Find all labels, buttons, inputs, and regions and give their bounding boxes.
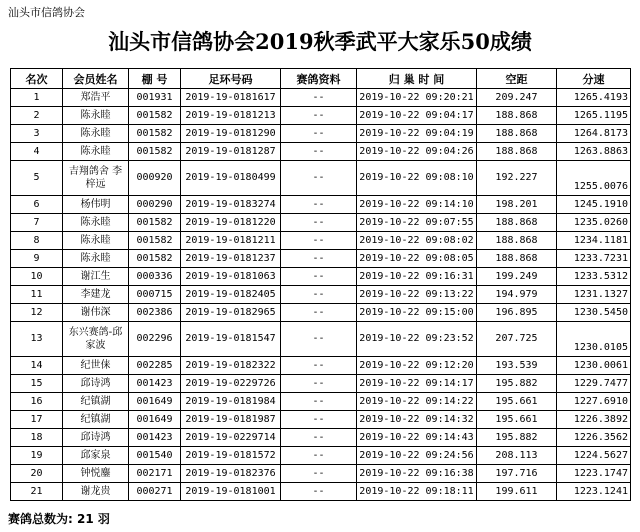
loft-number-cell: 001582 <box>129 214 181 232</box>
speed-cell: 1263.8863 <box>557 143 631 161</box>
member-name-cell: 谢江生 <box>63 268 129 286</box>
ring-number-cell: 2019-19-0181290 <box>181 125 281 143</box>
member-name-cell: 东兴赛鸽-邱家波 <box>63 322 129 357</box>
pigeon-info-cell: -- <box>281 304 357 322</box>
loft-number-cell: 002296 <box>129 322 181 357</box>
table-row <box>11 304 631 322</box>
column-header: 会员姓名 <box>63 69 129 89</box>
member-name-cell: 谢龙贵 <box>63 483 129 501</box>
member-name-cell: 邱诗鸿 <box>63 429 129 447</box>
ring-number-cell: 2019-19-0181987 <box>181 411 281 429</box>
arrival-time-cell: 2019-10-22 09:14:17 <box>357 375 477 393</box>
table-header-row <box>11 69 631 89</box>
ring-number-cell: 2019-19-0181617 <box>181 89 281 107</box>
speed-cell: 1229.7477 <box>557 375 631 393</box>
arrival-time-cell: 2019-10-22 09:23:52 <box>357 322 477 357</box>
member-name-cell: 李建龙 <box>63 286 129 304</box>
member-name-cell: 纪世俫 <box>63 357 129 375</box>
loft-number-cell: 001423 <box>129 429 181 447</box>
member-name-cell: 谢伟深 <box>63 304 129 322</box>
table-row <box>11 89 631 107</box>
rank-cell: 13 <box>11 322 63 357</box>
pigeon-info-cell: -- <box>281 107 357 125</box>
pigeon-info-cell: -- <box>281 322 357 357</box>
loft-number-cell: 000715 <box>129 286 181 304</box>
speed-cell: 1265.4193 <box>557 89 631 107</box>
table-row <box>11 268 631 286</box>
member-name-cell: 陈永睦 <box>63 232 129 250</box>
arrival-time-cell: 2019-10-22 09:12:20 <box>357 357 477 375</box>
pigeon-info-cell: -- <box>281 268 357 286</box>
pigeon-info-cell: -- <box>281 483 357 501</box>
table-row <box>11 143 631 161</box>
arrival-time-cell: 2019-10-22 09:16:38 <box>357 465 477 483</box>
loft-number-cell: 001931 <box>129 89 181 107</box>
loft-number-cell: 002171 <box>129 465 181 483</box>
member-name-cell: 郑浩平 <box>63 89 129 107</box>
rank-cell: 21 <box>11 483 63 501</box>
arrival-time-cell: 2019-10-22 09:18:11 <box>357 483 477 501</box>
member-name-cell: 陈永睦 <box>63 107 129 125</box>
rank-cell: 20 <box>11 465 63 483</box>
speed-cell: 1227.6910 <box>557 393 631 411</box>
rank-cell: 4 <box>11 143 63 161</box>
distance-cell: 199.611 <box>477 483 557 501</box>
speed-cell: 1264.8173 <box>557 125 631 143</box>
distance-cell: 208.113 <box>477 447 557 465</box>
table-row <box>11 196 631 214</box>
table-row <box>11 232 631 250</box>
ring-number-cell: 2019-19-0229726 <box>181 375 281 393</box>
speed-cell: 1223.1241 <box>557 483 631 501</box>
rank-cell: 3 <box>11 125 63 143</box>
distance-cell: 195.661 <box>477 393 557 411</box>
table-row <box>11 357 631 375</box>
loft-number-cell: 000920 <box>129 161 181 196</box>
rank-cell: 16 <box>11 393 63 411</box>
pigeon-info-cell: -- <box>281 375 357 393</box>
loft-number-cell: 001582 <box>129 250 181 268</box>
distance-cell: 188.868 <box>477 250 557 268</box>
speed-cell: 1230.5450 <box>557 304 631 322</box>
arrival-time-cell: 2019-10-22 09:07:55 <box>357 214 477 232</box>
speed-cell: 1265.1195 <box>557 107 631 125</box>
column-header: 空距 <box>477 69 557 89</box>
ring-number-cell: 2019-19-0181237 <box>181 250 281 268</box>
member-name-cell: 陈永睦 <box>63 250 129 268</box>
ring-number-cell: 2019-19-0181213 <box>181 107 281 125</box>
arrival-time-cell: 2019-10-22 09:14:43 <box>357 429 477 447</box>
speed-cell: 1255.0076 <box>557 161 631 196</box>
ring-number-cell: 2019-19-0181063 <box>181 268 281 286</box>
distance-cell: 188.868 <box>477 107 557 125</box>
loft-number-cell: 001582 <box>129 125 181 143</box>
member-name-cell: 邱诗鸿 <box>63 375 129 393</box>
column-header: 归 巢 时 间 <box>357 69 477 89</box>
arrival-time-cell: 2019-10-22 09:13:22 <box>357 286 477 304</box>
distance-cell: 197.716 <box>477 465 557 483</box>
rank-cell: 11 <box>11 286 63 304</box>
rank-cell: 7 <box>11 214 63 232</box>
distance-cell: 195.661 <box>477 411 557 429</box>
table-row <box>11 286 631 304</box>
pigeon-info-cell: -- <box>281 89 357 107</box>
arrival-time-cell: 2019-10-22 09:08:05 <box>357 250 477 268</box>
loft-number-cell: 000336 <box>129 268 181 286</box>
ring-number-cell: 2019-19-0182965 <box>181 304 281 322</box>
speed-cell: 1233.5312 <box>557 268 631 286</box>
column-header: 足环号码 <box>181 69 281 89</box>
total-count: 赛鸽总数为: 21 羽 <box>8 512 110 526</box>
ring-number-cell: 2019-19-0183274 <box>181 196 281 214</box>
table-row <box>11 447 631 465</box>
distance-cell: 209.247 <box>477 89 557 107</box>
pigeon-info-cell: -- <box>281 357 357 375</box>
ring-number-cell: 2019-19-0181211 <box>181 232 281 250</box>
rank-cell: 8 <box>11 232 63 250</box>
arrival-time-cell: 2019-10-22 09:14:10 <box>357 196 477 214</box>
pigeon-info-cell: -- <box>281 214 357 232</box>
ring-number-cell: 2019-19-0181001 <box>181 483 281 501</box>
member-name-cell: 陈永睦 <box>63 214 129 232</box>
loft-number-cell: 001582 <box>129 107 181 125</box>
member-name-cell: 杨伟明 <box>63 196 129 214</box>
arrival-time-cell: 2019-10-22 09:14:32 <box>357 411 477 429</box>
member-name-cell: 陈永睦 <box>63 125 129 143</box>
table-row <box>11 483 631 501</box>
speed-cell: 1235.0260 <box>557 214 631 232</box>
arrival-time-cell: 2019-10-22 09:04:26 <box>357 143 477 161</box>
distance-cell: 188.868 <box>477 232 557 250</box>
member-name-cell: 纪镇湖 <box>63 393 129 411</box>
ring-number-cell: 2019-19-0181220 <box>181 214 281 232</box>
distance-cell: 198.201 <box>477 196 557 214</box>
loft-number-cell: 001540 <box>129 447 181 465</box>
ring-number-cell: 2019-19-0181572 <box>181 447 281 465</box>
rank-cell: 15 <box>11 375 63 393</box>
distance-cell: 192.227 <box>477 161 557 196</box>
arrival-time-cell: 2019-10-22 09:15:00 <box>357 304 477 322</box>
pigeon-info-cell: -- <box>281 286 357 304</box>
column-header: 名次 <box>11 69 63 89</box>
loft-number-cell: 002285 <box>129 357 181 375</box>
speed-cell: 1226.3562 <box>557 429 631 447</box>
ring-number-cell: 2019-19-0182405 <box>181 286 281 304</box>
pigeon-info-cell: -- <box>281 196 357 214</box>
distance-cell: 188.868 <box>477 143 557 161</box>
rank-cell: 14 <box>11 357 63 375</box>
pigeon-info-cell: -- <box>281 393 357 411</box>
pigeon-info-cell: -- <box>281 411 357 429</box>
ring-number-cell: 2019-19-0182376 <box>181 465 281 483</box>
table-row <box>11 161 631 196</box>
table-body <box>11 89 631 501</box>
arrival-time-cell: 2019-10-22 09:08:02 <box>357 232 477 250</box>
organization-label: 汕头市信鸽协会 <box>8 6 85 19</box>
arrival-time-cell: 2019-10-22 09:08:10 <box>357 161 477 196</box>
member-name-cell: 邱家泉 <box>63 447 129 465</box>
loft-number-cell: 001649 <box>129 411 181 429</box>
arrival-time-cell: 2019-10-22 09:04:17 <box>357 107 477 125</box>
arrival-time-cell: 2019-10-22 09:20:21 <box>357 89 477 107</box>
member-name-cell: 吉翔鸽舍 李梓远 <box>63 161 129 196</box>
pigeon-info-cell: -- <box>281 447 357 465</box>
table-row <box>11 214 631 232</box>
arrival-time-cell: 2019-10-22 09:24:56 <box>357 447 477 465</box>
rank-cell: 19 <box>11 447 63 465</box>
rank-cell: 18 <box>11 429 63 447</box>
pigeon-info-cell: -- <box>281 161 357 196</box>
rank-cell: 10 <box>11 268 63 286</box>
rank-cell: 6 <box>11 196 63 214</box>
ring-number-cell: 2019-19-0229714 <box>181 429 281 447</box>
speed-cell: 1226.3892 <box>557 411 631 429</box>
distance-cell: 188.868 <box>477 125 557 143</box>
distance-cell: 195.882 <box>477 429 557 447</box>
rank-cell: 12 <box>11 304 63 322</box>
pigeon-info-cell: -- <box>281 143 357 161</box>
results-table <box>10 68 631 501</box>
speed-cell: 1230.0105 <box>557 322 631 357</box>
table-row <box>11 322 631 357</box>
ring-number-cell: 2019-19-0181984 <box>181 393 281 411</box>
speed-cell: 1233.7231 <box>557 250 631 268</box>
distance-cell: 195.882 <box>477 375 557 393</box>
ring-number-cell: 2019-19-0182322 <box>181 357 281 375</box>
rank-cell: 5 <box>11 161 63 196</box>
loft-number-cell: 000290 <box>129 196 181 214</box>
speed-cell: 1223.1747 <box>557 465 631 483</box>
loft-number-cell: 001582 <box>129 143 181 161</box>
pigeon-info-cell: -- <box>281 250 357 268</box>
ring-number-cell: 2019-19-0181287 <box>181 143 281 161</box>
loft-number-cell: 001582 <box>129 232 181 250</box>
rank-cell: 2 <box>11 107 63 125</box>
table-row <box>11 375 631 393</box>
table-row <box>11 125 631 143</box>
loft-number-cell: 001649 <box>129 393 181 411</box>
table-row <box>11 393 631 411</box>
pigeon-info-cell: -- <box>281 125 357 143</box>
arrival-time-cell: 2019-10-22 09:14:22 <box>357 393 477 411</box>
rank-cell: 9 <box>11 250 63 268</box>
column-header: 赛鸽资料 <box>281 69 357 89</box>
member-name-cell: 钟悦鏖 <box>63 465 129 483</box>
pigeon-info-cell: -- <box>281 232 357 250</box>
pigeon-info-cell: -- <box>281 465 357 483</box>
distance-cell: 207.725 <box>477 322 557 357</box>
loft-number-cell: 001423 <box>129 375 181 393</box>
distance-cell: 196.895 <box>477 304 557 322</box>
distance-cell: 188.868 <box>477 214 557 232</box>
speed-cell: 1245.1910 <box>557 196 631 214</box>
table-row <box>11 107 631 125</box>
loft-number-cell: 002386 <box>129 304 181 322</box>
distance-cell: 194.979 <box>477 286 557 304</box>
loft-number-cell: 000271 <box>129 483 181 501</box>
speed-cell: 1224.5627 <box>557 447 631 465</box>
speed-cell: 1230.0061 <box>557 357 631 375</box>
member-name-cell: 陈永睦 <box>63 143 129 161</box>
rank-cell: 17 <box>11 411 63 429</box>
ring-number-cell: 2019-19-0181547 <box>181 322 281 357</box>
rank-cell: 1 <box>11 89 63 107</box>
table-row <box>11 465 631 483</box>
table-row <box>11 411 631 429</box>
table-row <box>11 429 631 447</box>
speed-cell: 1234.1181 <box>557 232 631 250</box>
distance-cell: 193.539 <box>477 357 557 375</box>
pigeon-info-cell: -- <box>281 429 357 447</box>
arrival-time-cell: 2019-10-22 09:16:31 <box>357 268 477 286</box>
column-header: 分速 <box>557 69 631 89</box>
column-header: 棚 号 <box>129 69 181 89</box>
table-row <box>11 250 631 268</box>
ring-number-cell: 2019-19-0180499 <box>181 161 281 196</box>
arrival-time-cell: 2019-10-22 09:04:19 <box>357 125 477 143</box>
page-title: 汕头市信鸽协会2019秋季武平大家乐50成绩 <box>108 29 532 54</box>
speed-cell: 1231.1327 <box>557 286 631 304</box>
member-name-cell: 纪镇湖 <box>63 411 129 429</box>
distance-cell: 199.249 <box>477 268 557 286</box>
